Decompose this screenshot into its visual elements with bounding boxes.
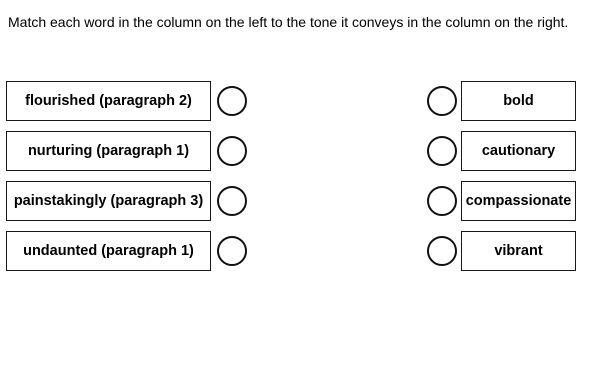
term-box[interactable]: painstakingly (paragraph 3) [6, 181, 211, 221]
tone-box[interactable]: compassionate [461, 181, 576, 221]
connector-circle-icon[interactable] [427, 236, 457, 266]
tone-box[interactable]: vibrant [461, 231, 576, 271]
term-box[interactable]: flourished (paragraph 2) [6, 81, 211, 121]
connector-circle-icon[interactable] [217, 136, 247, 166]
tone-box[interactable]: cautionary [461, 131, 576, 171]
connector-circle-icon[interactable] [427, 186, 457, 216]
term-box[interactable]: undaunted (paragraph 1) [6, 231, 211, 271]
instructions-text: Match each word in the column on the left to the tone it conveys in the column on the right. [8, 14, 569, 30]
tone-box[interactable]: bold [461, 81, 576, 121]
connector-circle-icon[interactable] [217, 236, 247, 266]
connector-circle-icon[interactable] [427, 86, 457, 116]
connector-circle-icon[interactable] [427, 136, 457, 166]
connector-circle-icon[interactable] [217, 186, 247, 216]
connector-circle-icon[interactable] [217, 86, 247, 116]
term-box[interactable]: nurturing (paragraph 1) [6, 131, 211, 171]
